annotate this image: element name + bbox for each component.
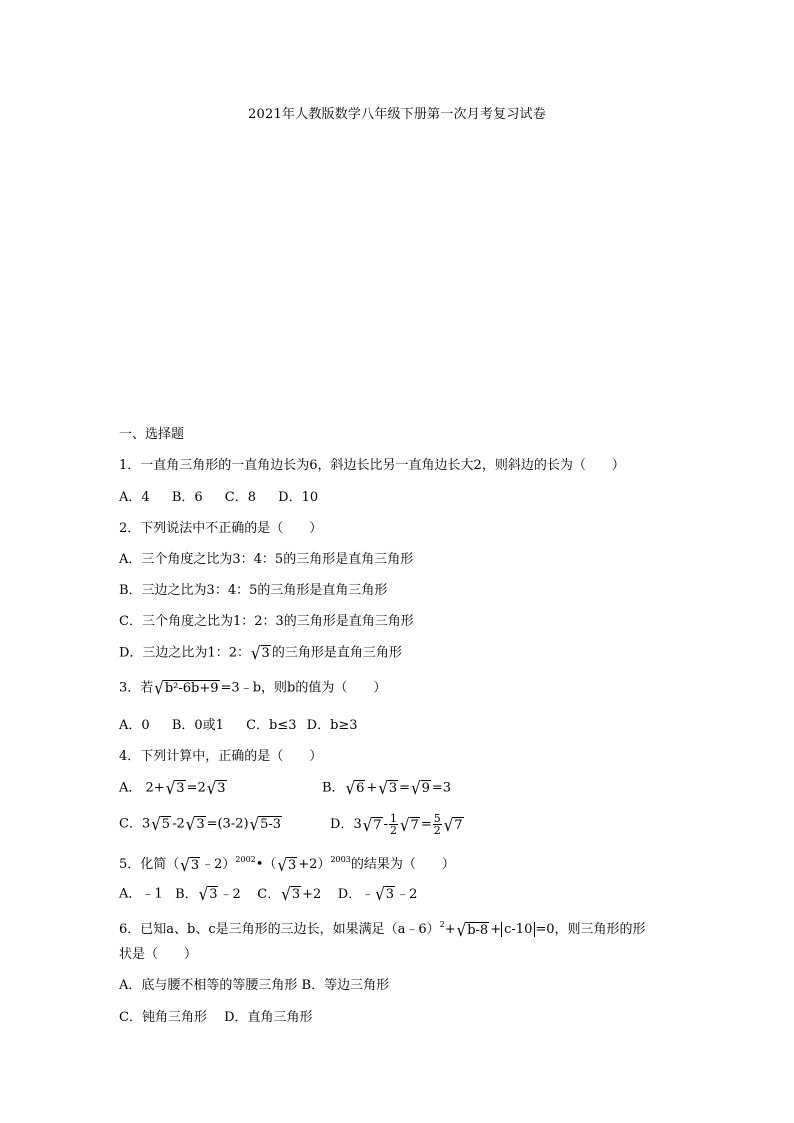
question-6-stem: 6．已知a、b、c是三角形的三边长，如果满足（a﹣6）$^2$+ √ b-8 + c-10 =0，则三角形的形 (119, 919, 646, 940)
absolute-value: c-10 (501, 922, 535, 937)
question-2-option-a: A．三个角度之比为3：4：5的三角形是直角三角形 (119, 552, 414, 567)
option-c: C． √ 3 +2 (257, 883, 322, 905)
question-2-stem: 2．下列说法中不正确的是（ ） (119, 521, 323, 536)
option-b: B．6 (171, 490, 203, 505)
text: D．三边之比为1：2： (119, 645, 250, 661)
option-b: B．0或1 (171, 718, 224, 733)
option-a: A．0 (119, 718, 150, 733)
option-c: C．b≤3 (246, 718, 297, 733)
option-d: D．b≥3 (306, 718, 358, 733)
question-2-option-b: B．三边之比为3：4：5的三角形是直角三角形 (119, 583, 388, 598)
question-2-option-d (119, 644, 402, 663)
option-a: A．4 (119, 490, 150, 505)
text: 的三角形是直角三角形 (271, 645, 402, 661)
question-5-options (119, 885, 417, 904)
option-b: B． √ 3 ﹣2 (175, 883, 241, 905)
section-heading: 一、选择题 (119, 427, 185, 442)
question-3-stem: 3．若 √ b²-6b+9 =3﹣b，则b的值为（ ） (119, 677, 387, 699)
question-1-options (119, 489, 336, 507)
option-d: D．10 (278, 490, 319, 505)
question-4-option-a: A． 2+ √ 3 =2 √ 3 (119, 777, 226, 799)
question-5-stem: 5．化简（ √ 3 ﹣2）$^{2002}$•（ √ 3 +2）$^{2003}$的结果为（ ） (119, 854, 455, 875)
question-4-option-d: D．3 √ 7 - $\frac{1}{2}$ √ 7 = $\frac{5}{2}$ √ 7 (330, 812, 463, 837)
option-d: D．﹣ √ 3 ﹣2 (337, 883, 418, 905)
question-6-options-ab: A．底与腰不相等的等腰三角形 B．等边三角形 (119, 978, 390, 993)
sqrt-expression: √ b²-6b+9 (154, 677, 219, 699)
question-4-option-c: C．3 √ 5 -2 √ 3 =(3-2) √ 5-3 (119, 813, 282, 835)
question-3-options (119, 717, 376, 735)
question-4-stem: 4．下列计算中，正确的是（ ） (119, 749, 323, 764)
question-6-stem-line-2: 状是（ ） (119, 947, 198, 962)
question-2-option-c: C．三个角度之比为1：2：3的三角形是直角三角形 (119, 614, 414, 629)
question-6-options-cd: C．钝角三角形 D．直角三角形 (119, 1010, 313, 1025)
option-c: C．8 (224, 490, 256, 505)
question-4-option-b: B． √ 6 + √ 3 = √ 9 =3 (322, 777, 452, 799)
sqrt-expression: √ 3 (250, 642, 270, 664)
question-1-stem: 1．一直角三角形的一直角边长为6，斜边长比另一直角边长大2，则斜边的长为（ ） (119, 458, 625, 473)
page-title: 2021年人教版数学八年级下册第一次月考复习试卷 (248, 107, 546, 122)
option-a: A．﹣1 (119, 886, 163, 902)
